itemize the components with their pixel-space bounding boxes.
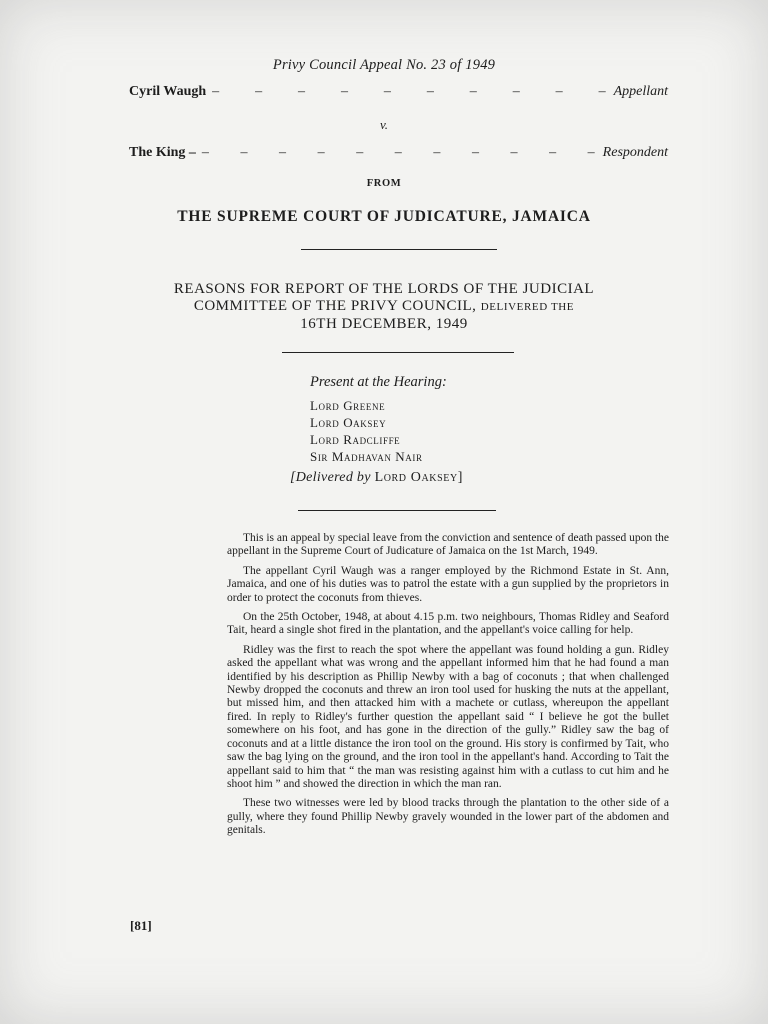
body-paragraph: These two witnesses were led by blood tracks through the plantation to the other side of a gully, where they found Phillip Newby gravely wounded in the lower part of the abdomen and genitals.: [227, 797, 669, 837]
delivered-prefix: [Delivered by: [290, 470, 371, 485]
title-line-2-small: DELIVERED THE: [480, 301, 575, 313]
from-label: FROM: [366, 178, 402, 189]
body-paragraph: The appellant Cyril Waugh was a ranger employed by the Richmond Estate in St. Ann, Jamaica, and one of his duties was to patrol the estate with a gun supplied by the proprietors in order to protect the coconuts from thieves.: [227, 564, 669, 604]
title-line-1: REASONS FOR REPORT OF THE LORDS OF THE JUDICIAL: [173, 281, 595, 297]
respondent-line: [129, 145, 668, 161]
body-paragraph: Ridley was the first to reach the spot where the appellant was found holding a gun. Ridley asked the appellant what was wrong and the appellant informed him that he had found a man identified by his description as Phillip Newby with a bag of coconuts ; that when challenged Newby dropped the coconuts and threw an iron tool used for husking the nuts at the appellant, but missed him, and then attacked him with a machete or cutlass, whereupon the appellant fired. In reply to Ridley's further question the appellant said “ I believe he got the bullet somewhere on his foot, and has gone in the direction of the gully.” Ridley saw the bag of coconuts and at a little distance the iron tool on the ground. His story is confirmed by Tait, who saw the bag lying on the ground, and the iron tool in the appellant's hand. According to Tait the appellant said to him that “ the man was resisting against him with a cutlass to cut him and he shoot him ” and showed the direction in which the man ran.: [227, 643, 669, 790]
title-line-2-main: COMMITTEE OF THE PRIVY COUNCIL,: [193, 298, 477, 314]
title-line-3: 16TH DECEMBER, 1949: [300, 316, 468, 332]
title-line-2: [0, 298, 768, 316]
divider: [282, 352, 514, 353]
lord-name: Sir Madhavan Nair: [310, 449, 423, 464]
appellant-line: [129, 84, 668, 100]
lord-name: Lord Greene: [310, 398, 386, 413]
lord-name: Lord Radcliffe: [310, 432, 401, 447]
present-at-hearing: [310, 374, 447, 465]
versus: v.: [379, 117, 389, 132]
divider: [298, 510, 496, 511]
court-name: THE SUPREME COURT OF JUDICATURE, JAMAICA: [177, 208, 591, 225]
appellant-name: Cyril Waugh: [129, 84, 207, 99]
divider: [301, 249, 497, 250]
respondent-role: Respondent: [602, 145, 668, 160]
appeal-number: Privy Council Appeal No. 23 of 1949: [272, 57, 496, 73]
dash-leader: – – – – – – – – – –: [212, 84, 608, 99]
respondent-name: The King –: [129, 145, 196, 160]
present-heading: Present at the Hearing:: [310, 374, 447, 390]
appellant-role: Appellant: [613, 84, 668, 99]
delivered-by-name: Lord Oaksey]: [374, 470, 464, 485]
page-number: [81]: [130, 918, 152, 933]
report-title: [0, 281, 768, 333]
body-paragraph: This is an appeal by special leave from the conviction and sentence of death passed upon the appellant in the Supreme Court of Judicature of Jamaica on the 1st March, 1949.: [227, 532, 669, 558]
body-paragraph: On the 25th October, 1948, at about 4.15 p.m. two neighbours, Thomas Ridley and Seaford Tait, heard a single shot fired in the plantation, and the appellant's voice calling for help.: [227, 611, 669, 637]
dash-leader: – – – – – – – – – – –: [201, 145, 597, 160]
lord-name: Lord Oaksey: [310, 415, 387, 430]
delivered-by: [290, 470, 463, 486]
judgment-body: [227, 532, 669, 844]
